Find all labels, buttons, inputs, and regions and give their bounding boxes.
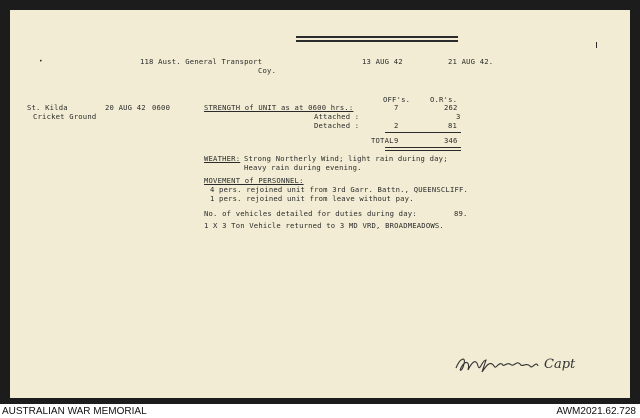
movement-line1: 4 pers. rejoined unit from 3rd Garr. Battn., QUEENSCLIFF. (210, 185, 469, 194)
detached-ors: 81 (448, 121, 458, 130)
vehicles-value: 89. (454, 209, 468, 218)
edge-tick-mark (596, 42, 597, 48)
unit-name-line2: Coy. (258, 66, 277, 75)
signature-scrawl (456, 359, 538, 372)
weather-line1: Strong Northerly Wind; light rain during day; (244, 154, 448, 163)
entry-date: 20 AUG 42 (105, 103, 146, 112)
strength-row-ors: 262 (444, 103, 458, 112)
detached-label: Detached : (314, 121, 360, 130)
strength-heading: STRENGTH of UNIT as at 0600 hrs.: (204, 103, 354, 112)
header-date-to: 21 AUG 42. (448, 57, 494, 66)
col-header-ors: O.R's. (430, 95, 458, 104)
total-rule-upper (385, 147, 461, 148)
signature-capt: Capt (544, 357, 576, 372)
weather-line2: Heavy rain during evening. (244, 163, 362, 172)
total-ors: 346 (444, 136, 458, 145)
weather-label: WEATHER: (204, 154, 241, 163)
movement-line2: 1 pers. rejoined unit from leave without pay. (210, 194, 414, 203)
footer-accession: AWM2021.62.728 (556, 406, 636, 417)
attached-ors: 3 (456, 112, 461, 121)
subtotal-rule (385, 132, 461, 133)
col-header-offs: OFF's. (383, 95, 411, 104)
detached-offs: 2 (394, 121, 399, 130)
top-rule-upper (296, 36, 458, 38)
attached-label: Attached : (314, 112, 360, 121)
vehicle-return-line: 1 X 3 Ton Vehicle returned to 3 MD VRD, BROADMEADOWS. (204, 221, 444, 230)
total-offs: 9 (394, 136, 399, 145)
total-label: TOTAL (371, 136, 394, 145)
header-date-from: 13 AUG 42 (362, 57, 403, 66)
corner-mark: • (39, 58, 43, 65)
place-line2: Cricket Ground (33, 112, 97, 121)
strength-row-offs: 7 (394, 103, 399, 112)
top-rule-lower (296, 40, 458, 42)
document-page (10, 10, 630, 398)
footer-institution: AUSTRALIAN WAR MEMORIAL (2, 406, 147, 417)
unit-name-line1: 118 Aust. General Transport (140, 57, 263, 66)
total-rule-lower (385, 150, 461, 151)
signature (452, 352, 602, 378)
place-line1: St. Kilda (27, 103, 68, 112)
vehicles-label: No. of vehicles detailed for duties during day: (204, 209, 417, 218)
movement-heading: MOVEMENT of PERSONNEL: (204, 176, 304, 185)
entry-time: 0600 (152, 103, 171, 112)
